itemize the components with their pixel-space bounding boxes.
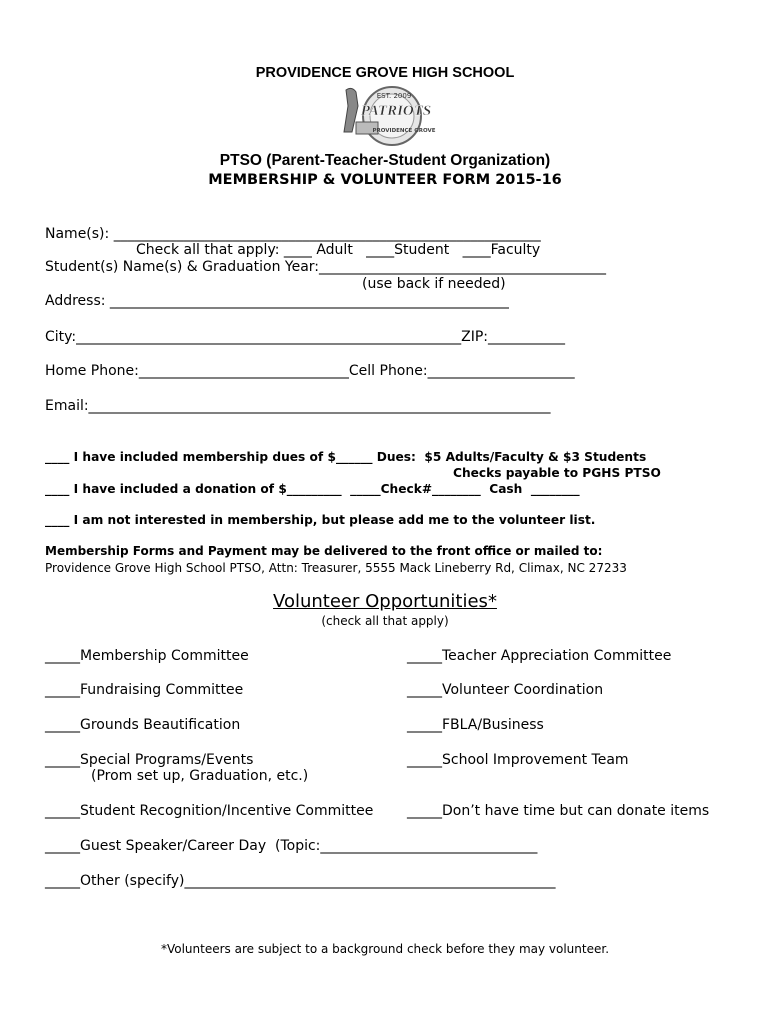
school-name: PROVIDENCE GROVE HIGH SCHOOL — [255, 65, 515, 81]
logo-sub: PROVIDENCE GROVE — [372, 128, 436, 134]
volunteer-option[interactable]: _____Membership Committee — [45, 648, 249, 664]
org-name: PTSO (Parent-Teacher-Student Organization) — [219, 152, 551, 169]
patriots-logo — [334, 84, 436, 148]
volunteer-option[interactable]: _____FBLA/Business — [407, 717, 544, 733]
checks-payable: Checks payable to PGHS PTSO — [453, 466, 661, 480]
volunteer-option[interactable]: _____Special Programs/Events — [45, 752, 254, 768]
address-field[interactable]: Address: _________________________________________________________ — [45, 293, 509, 309]
email-field[interactable]: Email:__________________________________________________________________ — [45, 398, 551, 414]
volunteer-subtitle: (check all that apply) — [321, 614, 449, 628]
logo-name: PATRIOTS — [360, 103, 432, 119]
delivery-heading: Membership Forms and Payment may be delivered to the front office or mailed to: — [45, 544, 603, 558]
phone-field[interactable]: Home Phone:______________________________Cell Phone:_____________________ — [45, 363, 575, 379]
mailing-address: Providence Grove High School PTSO, Attn: Treasurer, 5555 Mack Lineberry Rd, Climax, NC 27233 — [45, 561, 627, 575]
volunteer-option[interactable]: _____Teacher Appreciation Committee — [407, 648, 672, 664]
volunteer-title: Volunteer Opportunities* — [273, 591, 497, 612]
volunteer-option[interactable]: _____School Improvement Team — [407, 752, 629, 768]
dues-line[interactable]: ____ I have included membership dues of $______ Dues: $5 Adults/Faculty & $3 Students — [45, 450, 647, 464]
footnote: *Volunteers are subject to a background check before they may volunteer. — [160, 942, 610, 956]
donation-line[interactable]: ____ I have included a donation of $_________ _____Check#________ Cash ________ — [45, 482, 580, 496]
volunteer-option[interactable]: _____Grounds Beautification — [45, 717, 241, 733]
volunteer-option[interactable]: _____Student Recognition/Incentive Committee — [45, 803, 374, 819]
logo-est: EST. 2009 — [376, 92, 412, 100]
guest-speaker-option[interactable]: _____Guest Speaker/Career Day (Topic:_______________________________ — [45, 838, 538, 854]
volunteer-option[interactable]: _____Fundraising Committee — [45, 682, 244, 698]
names-field[interactable]: Name(s): _____________________________________________________________ — [45, 226, 541, 242]
not-interested-line[interactable]: ____ I am not interested in membership, but please add me to the volunteer list. — [45, 513, 596, 527]
students-field[interactable]: Student(s) Name(s) & Graduation Year:_________________________________________ — [45, 259, 607, 275]
city-zip-field[interactable]: City:_______________________________________________________ZIP:___________ — [45, 329, 566, 345]
form-title: MEMBERSHIP & VOLUNTEER FORM 2015-16 — [208, 172, 562, 188]
other-option[interactable]: _____Other (specify)_____________________________________________________ — [45, 873, 556, 889]
volunteer-option[interactable]: _____Volunteer Coordination — [407, 682, 604, 698]
use-back-note: (use back if needed) — [362, 276, 506, 292]
special-programs-note: (Prom set up, Graduation, etc.) — [91, 768, 309, 784]
check-apply-field[interactable]: Check all that apply: ____ Adult ____Student ____Faculty — [136, 242, 541, 258]
volunteer-option[interactable]: _____Don’t have time but can donate items — [407, 803, 710, 819]
